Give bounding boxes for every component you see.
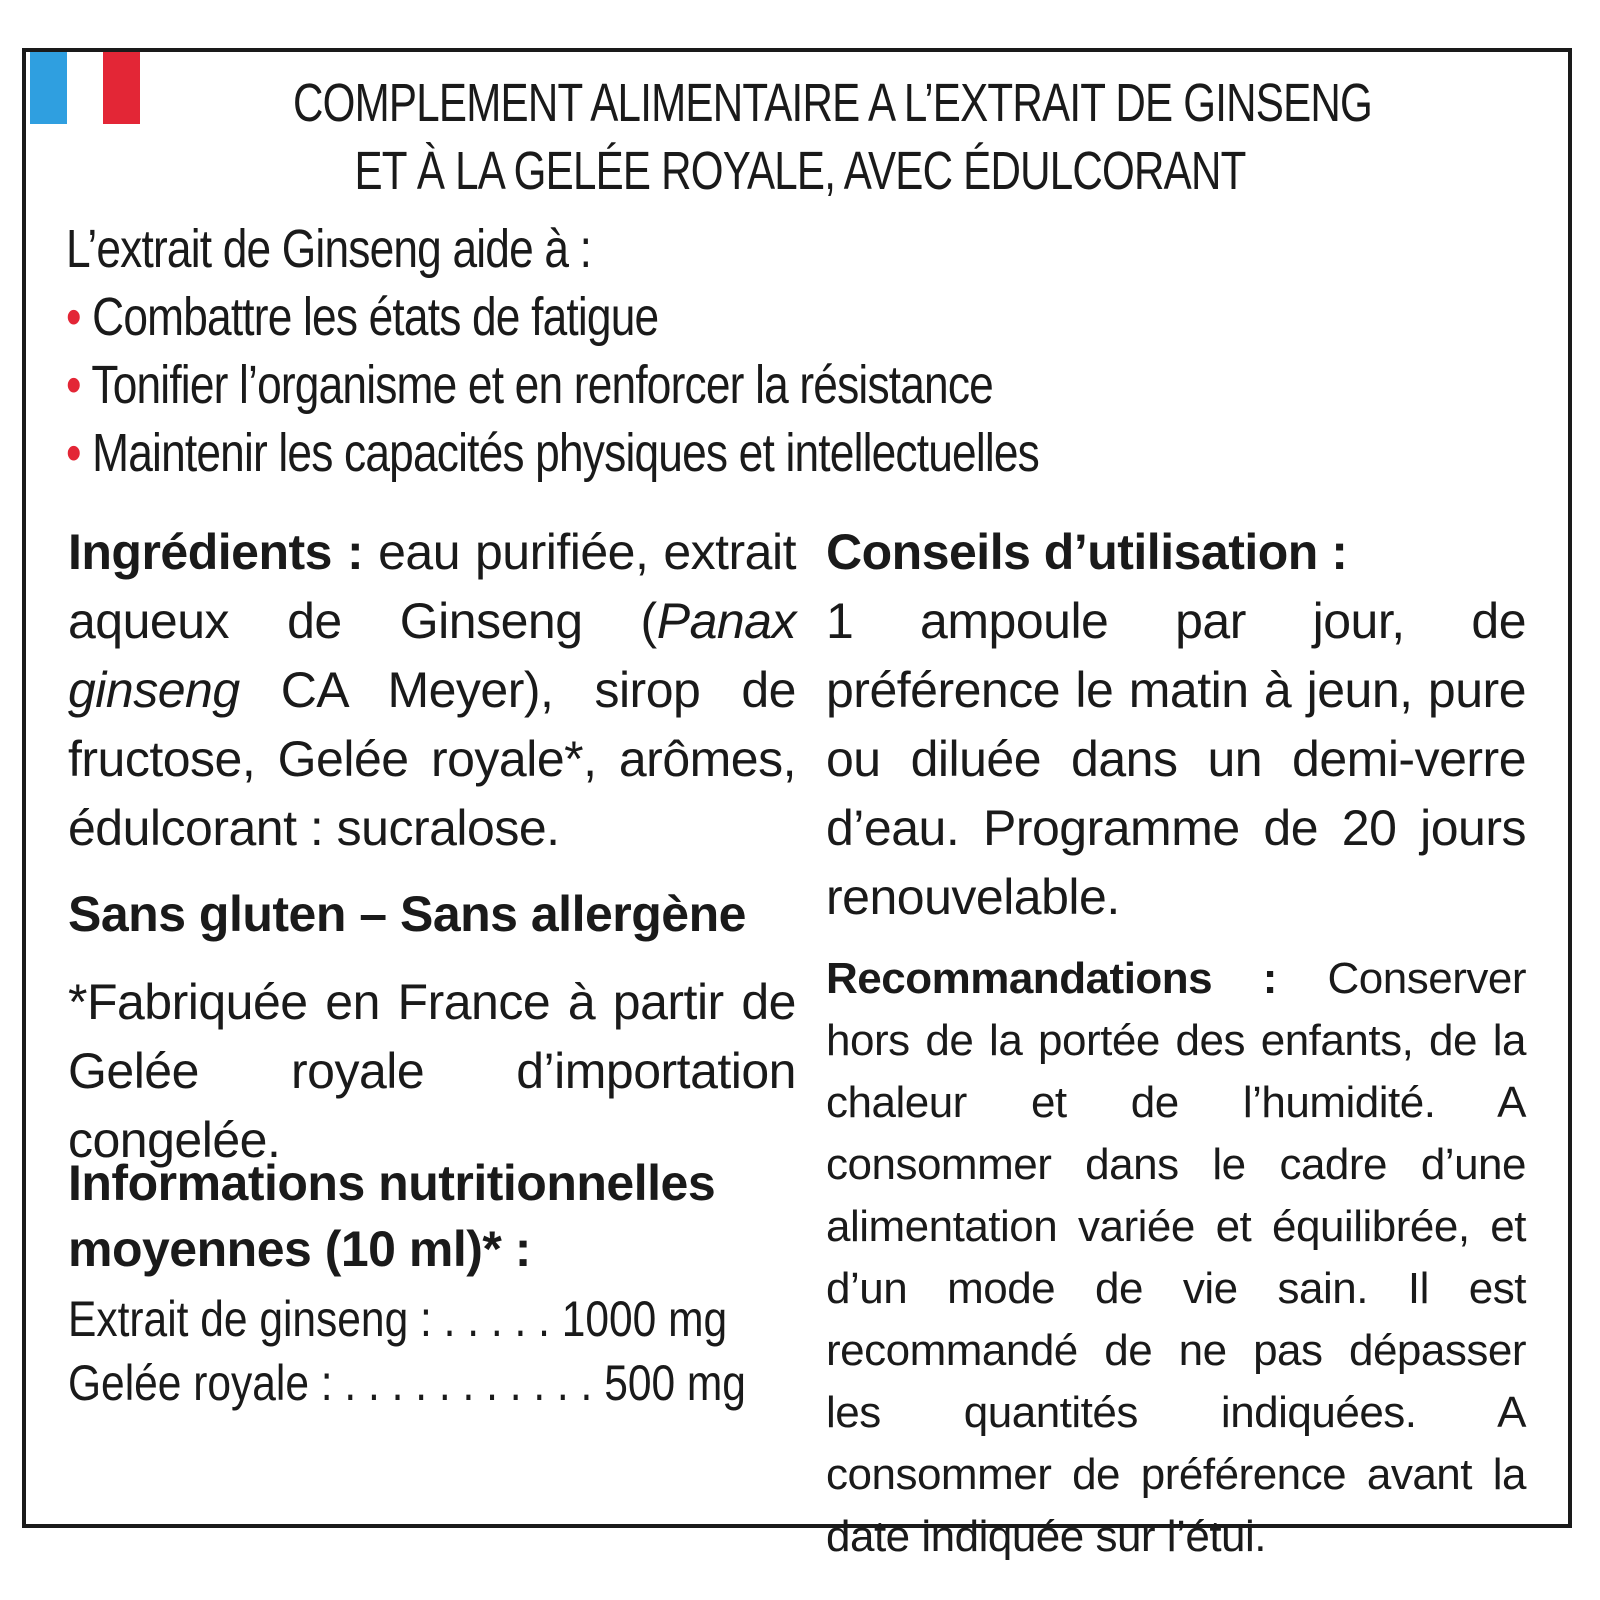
nutrition-heading-line-1: Informations nutritionnelles bbox=[68, 1155, 716, 1211]
nutrition-heading bbox=[68, 1150, 796, 1282]
benefit-item bbox=[66, 354, 993, 416]
benefit-text: Tonifier l’organisme et en renforcer la résistance bbox=[91, 355, 993, 415]
usage-text: 1 ampoule par jour, de préférence le matin à jeun, pure ou diluée dans un demi-verre d’eau. Programme de 20 jours renouvelable. bbox=[826, 593, 1526, 925]
ingredients-block bbox=[68, 518, 796, 863]
title-line-1: COMPLEMENT ALIMENTAIRE A L’EXTRAIT DE GINSENG bbox=[293, 73, 1373, 133]
benefit-text: Combattre les états de fatigue bbox=[92, 287, 659, 347]
usage-heading: Conseils d’utilisation : bbox=[826, 524, 1348, 580]
nutrition-row bbox=[68, 1290, 782, 1348]
flag-blue-stripe bbox=[30, 52, 67, 124]
ingredients-text-b: CA Meyer), sirop de fructose, Gelée royale*, arômes, édulcorant : sucralose. bbox=[68, 662, 796, 856]
bullet-icon: • bbox=[66, 423, 81, 483]
nutrition-label: Extrait de ginseng : . . . . . bbox=[68, 1291, 550, 1347]
origin-footnote: *Fabriquée en France à partir de Gelée royale d’importation congelée. bbox=[68, 974, 796, 1168]
benefit-text: Maintenir les capacités physiques et intellectuelles bbox=[92, 423, 1039, 483]
french-flag-icon bbox=[30, 52, 140, 124]
ingredients-latin-name: Panax ginseng bbox=[68, 593, 796, 718]
nutrition-heading-line-2: moyennes (10 ml)* : bbox=[68, 1221, 531, 1277]
allergen-statement: Sans gluten – Sans allergène bbox=[68, 886, 746, 942]
benefits-intro: L’extrait de Ginseng aide à : bbox=[66, 219, 592, 279]
benefit-item bbox=[66, 286, 658, 348]
recommendations-text: Conserver hors de la portée des enfants, de la chaleur et de l’humidité. A consommer dans le cadre d’une alimentation variée et équilibrée, et d’un mode de vie sain. Il est recommandé de ne pas dépasser les quantités indiquées. A consommer de préférence avant la date indiquée sur l’étui. bbox=[826, 954, 1526, 1561]
flag-white-stripe bbox=[67, 52, 104, 124]
nutrition-row bbox=[68, 1354, 782, 1412]
nutrition-value: 500 mg bbox=[604, 1355, 746, 1411]
title-line-2: ET À LA GELÉE ROYALE, AVEC ÉDULCORANT bbox=[354, 141, 1246, 201]
bullet-icon: • bbox=[66, 287, 81, 347]
recommendations-heading: Recommandations : bbox=[826, 954, 1277, 1003]
bullet-icon: • bbox=[66, 355, 81, 415]
usage-block bbox=[826, 518, 1526, 932]
nutrition-value: 1000 mg bbox=[561, 1291, 728, 1347]
nutrition-label: Gelée royale : . . . . . . . . . . . bbox=[68, 1355, 593, 1411]
benefit-item bbox=[66, 422, 1039, 484]
ingredients-heading: Ingrédients : bbox=[68, 524, 364, 580]
ingredients-text-a: eau purifiée, extrait aqueux de Ginseng ( bbox=[68, 524, 796, 649]
flag-red-stripe bbox=[103, 52, 140, 124]
recommendations-block bbox=[826, 948, 1526, 1568]
